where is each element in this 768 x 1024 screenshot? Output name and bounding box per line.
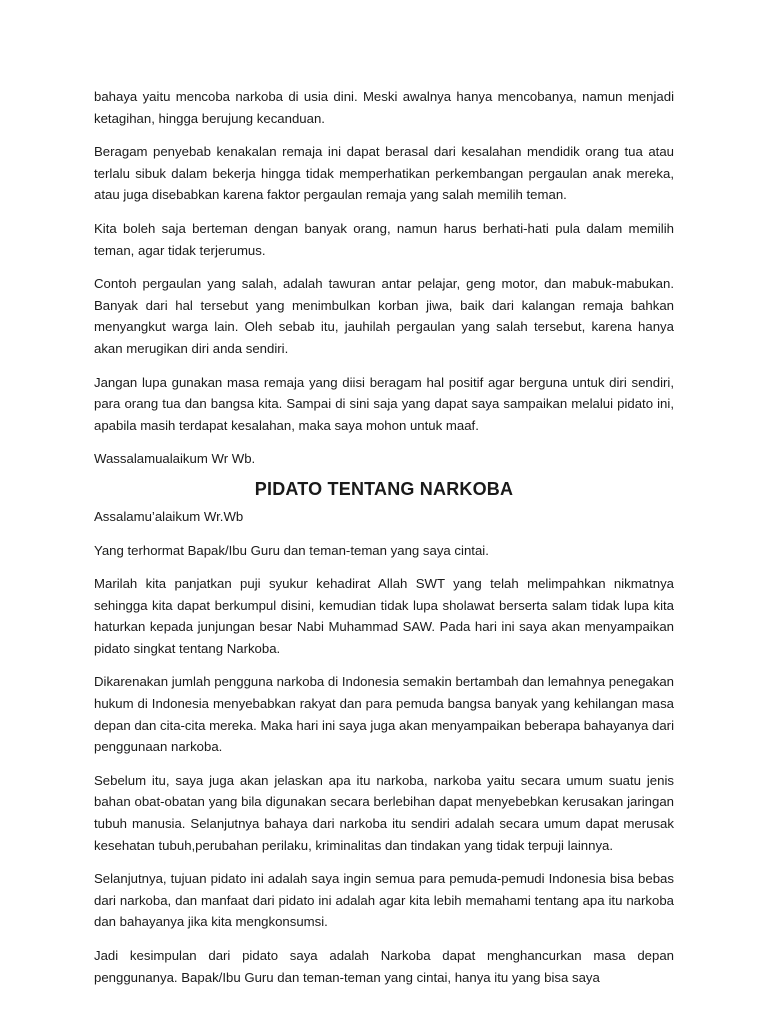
paragraph-intro-2: Beragam penyebab kenakalan remaja ini dapat berasal dari kesalahan mendidik orang tua atau terlalu sibuk dalam bekerja hingga tidak memperhatikan perkembangan pergaulan anak mereka, atau juga disebabkan karena faktor pergaulan remaja yang salah memilih teman. <box>94 144 674 203</box>
paragraph-body-3: Dikarenakan jumlah pengguna narkoba di Indonesia semakin bertambah dan lemahnya penegakan hukum di Indonesia menyebabkan rakyat dan para pemuda bangsa banyak yang kehilangan masa depan dan cita-cita mereka. Maka hari ini saya juga akan menyampaikan beberapa bahayanya dari penggunaan narkoba. <box>94 674 674 755</box>
document-page <box>94 86 674 988</box>
paragraph-intro-4: Contoh pergaulan yang salah, adalah tawuran antar pelajar, geng motor, dan mabuk-mabukan. Banyak dari hal tersebut yang menimbulkan korban jiwa, baik dari kalangan remaja bahkan menyangkut warga lain. Oleh sebab itu, jauhilah pergaulan yang salah tersebut, karena hanya akan merugikan diri anda sendiri. <box>94 276 674 356</box>
paragraph-body-5: Selanjutnya, tujuan pidato ini adalah saya ingin semua para pemuda-pemudi Indonesia bisa bebas dari narkoba, dan manfaat dari pidato ini adalah agar kita lebih memahami tentang apa itu narkoba dan bahayanya jika kita mengkonsumsi. <box>94 871 674 930</box>
section-title: PIDATO TENTANG NARKOBA <box>254 478 514 499</box>
paragraph-intro-3: Kita boleh saja berteman dengan banyak orang, namun harus berhati-hati pula dalam memilih teman, agar tidak terjerumus. <box>94 220 674 258</box>
paragraph-intro-5: Jangan lupa gunakan masa remaja yang diisi beragam hal positif agar berguna untuk diri sendiri, para orang tua dan bangsa kita. Sampai di sini saja yang dapat saya sampaikan melalui pidato ini, apabila masih terdapat kesalahan, maka saya mohon untuk maaf. <box>94 374 674 433</box>
paragraph-body-2: Marilah kita panjatkan puji syukur kehadirat Allah SWT yang telah melimpahkan nikmatnya sehingga kita dapat berkumpul disini, kemudian tidak lupa sholawat berserta salam tidak lupa kita haturkan kepada junjungan besar Nabi Muhammad SAW. Pada hari ini saya akan menyampaikan pidato singkat tentang Narkoba. <box>94 576 674 656</box>
paragraph-body-1: Yang terhormat Bapak/Ibu Guru dan teman-teman yang saya cintai. <box>94 542 489 558</box>
paragraph-body-6: Jadi kesimpulan dari pidato saya adalah Narkoba dapat menghancurkan masa depan penggunanya. Bapak/Ibu Guru dan teman-teman yang cintai, hanya itu yang bisa saya <box>94 948 674 985</box>
paragraph-intro-1: bahaya yaitu mencoba narkoba di usia dini. Meski awalnya hanya mencobanya, namun menjadi ketagihan, hingga berujung kecanduan. <box>94 89 674 126</box>
closing-salutation: Wassalamualaikum Wr Wb. <box>94 451 256 467</box>
paragraph-body-4: Sebelum itu, saya juga akan jelaskan apa itu narkoba, narkoba yaitu secara umum suatu jenis bahan obat-obatan yang bila digunakan secara berlebihan dapat menyebebkan kerusakan jaringan tubuh manusia. Selanjutnya bahaya dari narkoba itu sendiri adalah secara umum dapat merusak kesehatan tubuh,perubahan perilaku, kriminalitas dan tindakan yang tidak terpuji lainnya. <box>94 772 674 853</box>
greeting: Assalamu’alaikum Wr.Wb <box>94 508 244 524</box>
